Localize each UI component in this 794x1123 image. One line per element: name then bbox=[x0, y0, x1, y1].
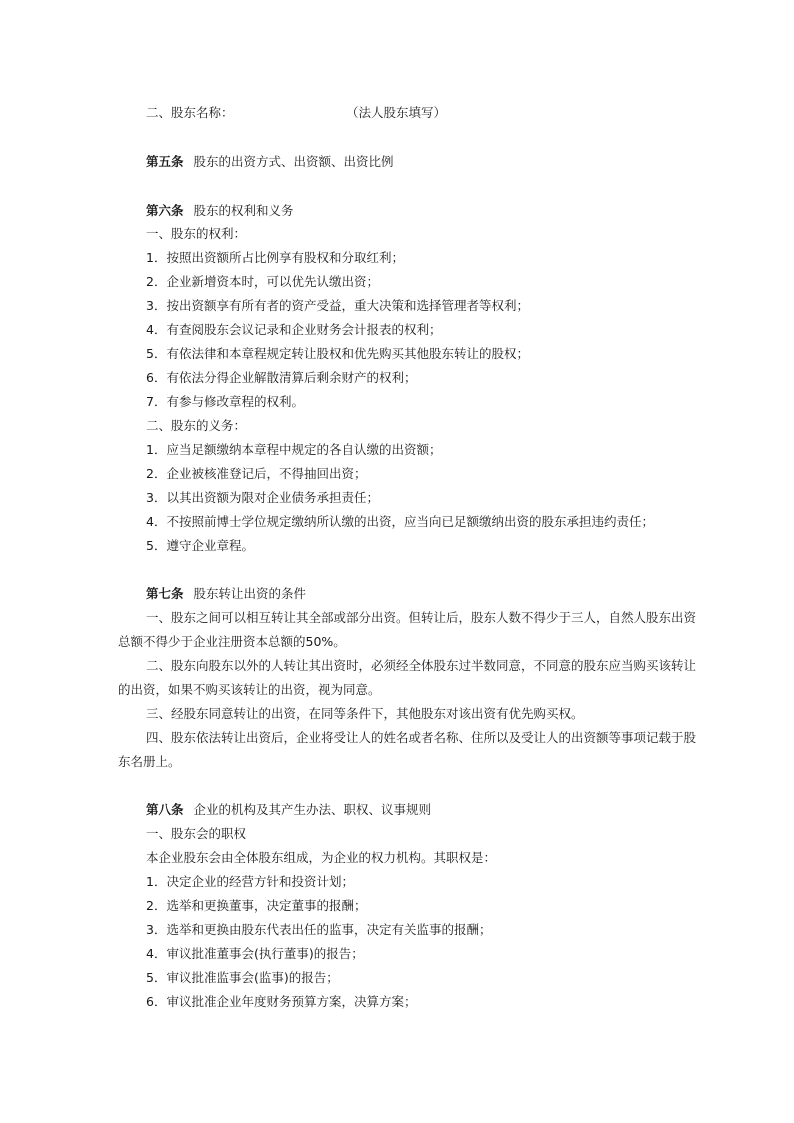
article7-number: 第七条 bbox=[146, 586, 184, 601]
powers-item: 6．审议批准企业年度财务预算方案，决算方案； bbox=[146, 994, 417, 1009]
article7-para2-line2: 的出资，如果不购买该转让的出资，视为同意。 bbox=[118, 682, 381, 697]
article7-title: 股东转让出资的条件 bbox=[193, 586, 307, 601]
article8-title: 企业的机构及其产生办法、职权、议事规则 bbox=[193, 802, 432, 817]
rights-item: 2．企业新增资本时，可以优先认缴出资； bbox=[146, 274, 379, 289]
article7-para1-line1: 一、股东之间可以相互转让其全部或部分出资。但转让后，股东人数不得少于三人，自然人股东出资 bbox=[146, 610, 697, 625]
rights-item: 1．按照出资额所占比例享有股权和分取红利； bbox=[146, 250, 404, 265]
powers-item: 5．审议批准监事会(监事)的报告； bbox=[146, 970, 339, 985]
article7-para2-line1: 二、股东向股东以外的人转让其出资时，必须经全体股东过半数同意，不同意的股东应当购买该转让 bbox=[146, 658, 697, 673]
article5-heading bbox=[146, 154, 394, 170]
duties-item: 3．以其出资额为限对企业债务承担责任； bbox=[146, 490, 379, 505]
rights-item: 6．有依法分得企业解散清算后剩余财产的权利； bbox=[146, 370, 417, 385]
article7-para1-line2: 总额不得少于企业注册资本总额的50%。 bbox=[118, 634, 346, 649]
powers-item: 1．决定企业的经营方针和投资计划； bbox=[146, 874, 354, 889]
duties-item: 5．遵守企业章程。 bbox=[146, 538, 254, 553]
duties-item: 1．应当足额缴纳本章程中规定的各自认缴的出资额； bbox=[146, 442, 442, 457]
rights-item: 3．按出资额享有所有者的资产受益，重大决策和选择管理者等权利； bbox=[146, 298, 529, 313]
article6-number: 第六条 bbox=[146, 203, 184, 218]
shareholder-name-hint: （法人股东填写） bbox=[346, 105, 447, 120]
article7-para4-line2: 东名册上。 bbox=[118, 754, 181, 769]
powers-item: 3．选举和更换由股东代表出任的监事，决定有关监事的报酬； bbox=[146, 922, 492, 937]
duties-heading: 二、股东的义务： bbox=[146, 418, 247, 433]
article8-number: 第八条 bbox=[146, 802, 184, 817]
rights-item: 7．有参与修改章程的权利。 bbox=[146, 394, 304, 409]
duties-item: 4．不按照前博士学位规定缴纳所认缴的出资，应当向已足额缴纳出资的股东承担违约责任； bbox=[146, 514, 654, 529]
article7-para4-line1: 四、股东依法转让出资后，企业将受让人的姓名或者名称、住所以及受让人的出资额等事项记载于股 bbox=[146, 730, 697, 745]
rights-heading: 一、股东的权利： bbox=[146, 226, 247, 241]
article8-heading bbox=[146, 802, 431, 818]
powers-item: 4．审议批准董事会(执行董事)的报告； bbox=[146, 946, 364, 961]
article7-heading bbox=[146, 586, 306, 602]
article7-para3: 三、经股东同意转让的出资，在同等条件下，其他股东对该出资有优先购买权。 bbox=[146, 706, 584, 721]
rights-item: 4．有查阅股东会议记录和企业财务会计报表的权利； bbox=[146, 322, 442, 337]
powers-item: 2．选举和更换董事，决定董事的报酬； bbox=[146, 898, 367, 913]
duties-item: 2．企业被核准登记后，不得抽回出资； bbox=[146, 466, 367, 481]
shareholder-name-line bbox=[146, 105, 234, 121]
shareholder-name-label: 二、股东名称： bbox=[146, 105, 234, 120]
article5-number: 第五条 bbox=[146, 154, 184, 169]
article8-sub-heading: 一、股东会的职权 bbox=[146, 826, 247, 841]
article6-title: 股东的权利和义务 bbox=[193, 203, 294, 218]
article6-heading bbox=[146, 203, 294, 219]
rights-item: 5．有依法律和本章程规定转让股权和优先购买其他股东转让的股权； bbox=[146, 346, 529, 361]
article5-title: 股东的出资方式、出资额、出资比例 bbox=[193, 154, 394, 169]
article8-intro: 本企业股东会由全体股东组成，为企业的权力机构。其职权是： bbox=[146, 850, 497, 865]
